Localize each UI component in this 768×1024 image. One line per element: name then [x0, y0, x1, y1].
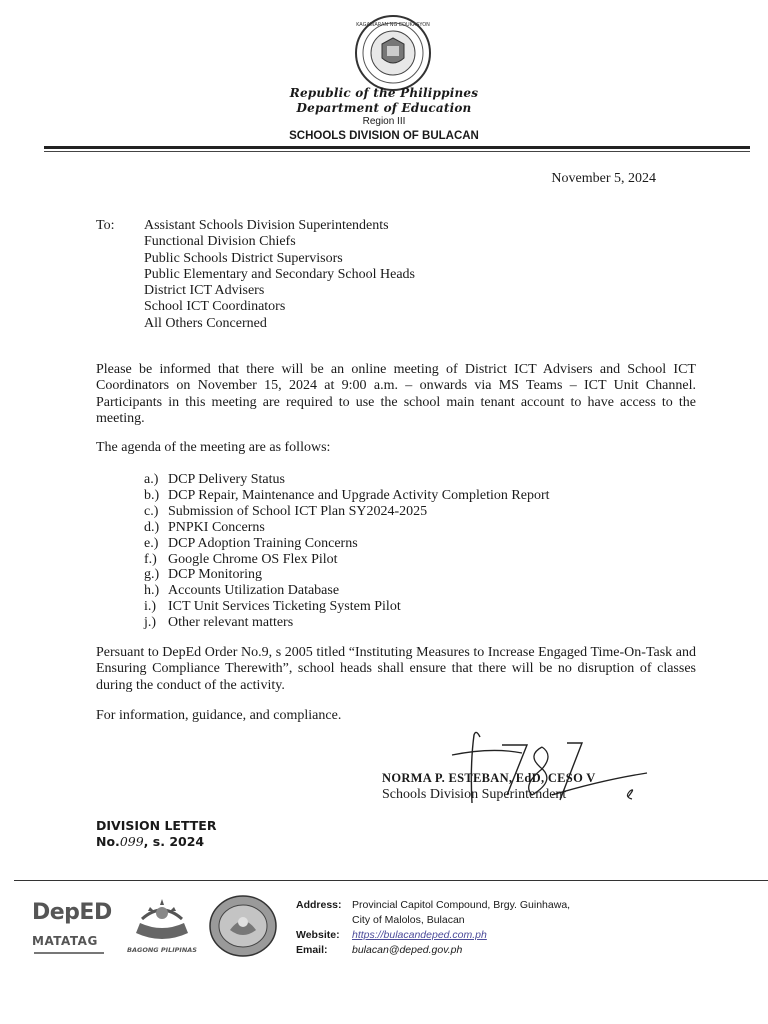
recipient-item: District ICT Advisers	[144, 283, 265, 299]
matatag-logo-text: MATATAG	[32, 934, 98, 948]
agenda-item: g.) DCP Monitoring	[144, 567, 262, 583]
header-region: Region III	[362, 116, 406, 127]
recipient-item: Assistant Schools Division Superintendents	[144, 218, 389, 233]
deped-seal-icon	[354, 14, 432, 92]
agenda-item: d.) PNPKI Concerns	[144, 519, 265, 535]
division-letter-block	[96, 818, 216, 850]
signatory-title: Schools Division Superintendent	[382, 787, 567, 802]
body-paragraph-compliance: Persuant to DepEd Order No.9, s 2005 titled “Instituting Measures to Increase Engaged Time-On-Task and Ensuring Compliance Therewith”, school heads shall ensure that there will be no disruption of classes during the conduct of the activity.	[96, 645, 696, 693]
header-rule	[44, 146, 750, 149]
email-row: Email: bulacan@deped.gov.ph	[296, 944, 463, 956]
agenda-item: a.) DCP Delivery Status	[144, 472, 285, 487]
division-letter-number: No.099, s. 2024	[96, 834, 205, 849]
footer-contact	[296, 898, 570, 958]
agenda-item: j.) Other relevant matters	[144, 615, 294, 631]
matatag-underline-icon	[34, 950, 104, 956]
letter-date: November 5, 2024	[551, 171, 656, 186]
recipient-item: All Others Concerned	[144, 315, 267, 331]
body-paragraph-meeting: Please be informed that there will be an online meeting of District ICT Advisers and School ICT Coordinators on November 15, 2024 at 9:00 a.m. – onwards via MS Teams – ICT Unit Channel. Participants in this meeting are required to use the school main tenant account to have access to the meeting.	[96, 362, 696, 426]
recipient-item: Public Elementary and Secondary School Heads	[144, 266, 415, 282]
bagong-pilipinas-text: BAGONG PILIPINAS	[127, 946, 197, 954]
address-row-2: City of Malolos, Bulacan	[352, 914, 465, 926]
header-rule-thin	[44, 151, 750, 152]
deped-logo-text: DepED	[32, 900, 112, 925]
recipient-list	[144, 218, 415, 332]
agenda-list	[144, 472, 550, 631]
header-republic: Republic of the Philippines	[289, 86, 479, 100]
bagong-pilipinas-logo-icon	[126, 893, 198, 945]
agenda-item: c.) Submission of School ICT Plan SY2024-2025	[144, 503, 428, 519]
svg-text:KAGAWARAN NG EDUKASYON: KAGAWARAN NG EDUKASYON	[356, 22, 430, 28]
recipient-item: Functional Division Chiefs	[144, 234, 296, 250]
recipient-item: Public Schools District Supervisors	[144, 250, 343, 266]
agenda-intro: The agenda of the meeting are as follows:	[96, 440, 331, 455]
email-address[interactable]: bulacan@deped.gov.ph	[352, 944, 463, 956]
division-letter-label: DIVISION LETTER	[96, 818, 217, 833]
agenda-item: i.) ICT Unit Services Ticketing System Pilot	[144, 599, 401, 615]
closing-line: For information, guidance, and compliance.	[96, 708, 342, 723]
website-row: Website: https://bulacandeped.com.ph	[296, 929, 487, 941]
header-department: Department of Education	[296, 101, 472, 115]
header-division: SCHOOLS DIVISION OF BULACAN	[289, 130, 479, 142]
footer-rule	[14, 880, 768, 881]
recipient-item: School ICT Coordinators	[144, 299, 286, 315]
agenda-item: f.) Google Chrome OS Flex Pilot	[144, 551, 338, 567]
agenda-item: b.) DCP Repair, Maintenance and Upgrade Activity Completion Report	[144, 487, 550, 503]
agenda-item: h.) Accounts Utilization Database	[144, 583, 340, 599]
website-link[interactable]: https://bulacandeped.com.ph	[352, 929, 487, 941]
agenda-item: e.) DCP Adoption Training Concerns	[144, 535, 358, 551]
signatory-name: NORMA P. ESTEBAN, EdD, CESO V	[382, 771, 596, 785]
division-seal-icon	[208, 894, 278, 958]
address-row: Address: Provincial Capitol Compound, Brgy. Guinhawa,	[296, 899, 571, 911]
to-label: To:	[96, 218, 115, 233]
